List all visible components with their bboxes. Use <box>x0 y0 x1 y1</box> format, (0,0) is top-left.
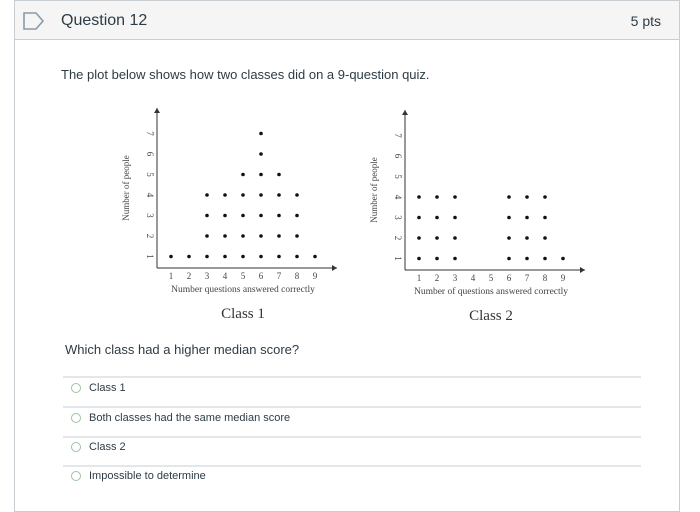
data-dot <box>223 255 227 259</box>
data-dot <box>259 173 263 177</box>
quiz-question-card <box>14 0 680 512</box>
data-dot <box>435 236 439 240</box>
y-tick-label: 1 <box>145 254 155 259</box>
data-dot <box>259 214 263 218</box>
y-tick-label: 7 <box>145 131 155 136</box>
answer-label: Both classes had the same median score <box>89 412 291 424</box>
x-tick-label: 4 <box>222 271 228 281</box>
data-dot <box>277 255 281 259</box>
data-dot <box>507 195 511 199</box>
y-tick-label: 4 <box>145 192 155 198</box>
data-dot <box>277 193 281 197</box>
data-dot <box>259 152 263 156</box>
data-dot <box>435 216 439 220</box>
answer-label: Class 1 <box>89 382 126 394</box>
data-dot <box>525 236 529 240</box>
data-dot <box>205 255 209 259</box>
data-dot <box>417 195 421 199</box>
data-dot <box>417 257 421 261</box>
chart-title: Class 1 <box>221 306 265 322</box>
data-dot <box>507 257 511 261</box>
x-axis-arrow <box>332 265 337 271</box>
data-dot <box>259 193 263 197</box>
answer-divider <box>63 436 641 438</box>
data-dot <box>417 216 421 220</box>
answer-option-same-median[interactable] <box>71 408 290 428</box>
bookmark-flag-icon <box>23 11 45 31</box>
data-dot <box>223 214 227 218</box>
data-dot <box>453 216 457 220</box>
x-tick-label: 6 <box>506 273 512 283</box>
radio-button[interactable] <box>71 471 81 481</box>
x-tick-label: 9 <box>560 273 566 283</box>
data-dot <box>313 255 317 259</box>
data-dot <box>295 214 299 218</box>
y-tick-label: 5 <box>145 172 155 177</box>
y-axis-label: Number of people <box>369 157 379 223</box>
data-dot <box>259 132 263 136</box>
data-dot <box>295 255 299 259</box>
dot-plots-figure <box>105 102 625 342</box>
x-tick-label: 6 <box>258 271 264 281</box>
x-tick-label: 2 <box>434 273 440 283</box>
y-axis-label: Number of people <box>121 155 131 221</box>
data-dot <box>187 255 191 259</box>
data-dot <box>417 236 421 240</box>
y-tick-label: 6 <box>393 153 403 159</box>
data-dot <box>561 257 565 261</box>
data-dot <box>169 255 173 259</box>
radio-button[interactable] <box>71 383 81 393</box>
x-tick-label: 8 <box>542 273 548 283</box>
data-dot <box>525 257 529 261</box>
data-dot <box>295 234 299 238</box>
y-tick-label: 3 <box>145 213 155 218</box>
question-prompt: The plot below shows how two classes did on a 9-question quiz. <box>61 67 430 82</box>
data-dot <box>435 195 439 199</box>
flag-question-button[interactable] <box>15 5 55 37</box>
data-dot <box>525 216 529 220</box>
answer-divider <box>63 376 641 378</box>
data-dot <box>543 216 547 220</box>
y-tick-label: 6 <box>145 151 155 157</box>
x-tick-label: 7 <box>276 271 282 281</box>
x-tick-label: 4 <box>470 273 476 283</box>
x-tick-label: 3 <box>452 273 458 283</box>
data-dot <box>241 214 245 218</box>
radio-button[interactable] <box>71 413 81 423</box>
x-tick-label: 5 <box>488 273 494 283</box>
data-dot <box>543 257 547 261</box>
data-dot <box>453 236 457 240</box>
data-dot <box>241 234 245 238</box>
y-tick-label: 5 <box>393 174 403 179</box>
data-dot <box>205 214 209 218</box>
data-dot <box>507 216 511 220</box>
x-tick-label: 2 <box>186 271 192 281</box>
y-tick-label: 4 <box>393 194 403 200</box>
data-dot <box>259 234 263 238</box>
data-dot <box>453 195 457 199</box>
chart-title: Class 2 <box>469 308 513 324</box>
data-dot <box>543 195 547 199</box>
x-axis-arrow <box>580 267 585 273</box>
question-header <box>15 0 679 40</box>
x-tick-label: 5 <box>240 271 246 281</box>
x-axis-label: Number of questions answered correctly <box>413 287 569 297</box>
data-dot <box>295 193 299 197</box>
data-dot <box>223 234 227 238</box>
data-dot <box>205 193 209 197</box>
data-dot <box>277 173 281 177</box>
data-dot <box>525 195 529 199</box>
y-tick-label: 7 <box>393 133 403 138</box>
y-tick-label: 2 <box>145 233 155 239</box>
answer-option-class-2[interactable] <box>71 437 126 457</box>
data-dot <box>277 234 281 238</box>
data-dot <box>241 193 245 197</box>
y-axis-arrow <box>402 110 408 115</box>
x-tick-label: 9 <box>312 271 318 281</box>
data-dot <box>241 173 245 177</box>
answer-option-class-1[interactable] <box>71 378 126 398</box>
x-tick-label: 7 <box>524 273 530 283</box>
data-dot <box>277 214 281 218</box>
data-dot <box>507 236 511 240</box>
data-dot <box>223 193 227 197</box>
y-tick-label: 3 <box>393 215 403 220</box>
data-dot <box>435 257 439 261</box>
x-axis-label: Number questions answered correctly <box>171 285 315 295</box>
y-tick-label: 1 <box>393 256 403 261</box>
x-tick-label: 1 <box>168 271 174 281</box>
answer-label: Class 2 <box>89 441 126 453</box>
data-dot <box>259 255 263 259</box>
question-ask: Which class had a higher median score? <box>65 342 300 357</box>
question-title: Question 12 <box>61 12 148 29</box>
data-dot <box>543 236 547 240</box>
data-dot <box>453 257 457 261</box>
data-dot <box>205 234 209 238</box>
y-axis-arrow <box>154 108 160 113</box>
answer-label: Impossible to determine <box>89 470 206 482</box>
y-tick-label: 2 <box>393 235 403 241</box>
data-dot <box>241 255 245 259</box>
x-tick-label: 3 <box>204 271 210 281</box>
question-points: 5 pts <box>630 13 661 29</box>
x-tick-label: 1 <box>416 273 422 283</box>
x-tick-label: 8 <box>294 271 300 281</box>
radio-button[interactable] <box>71 442 81 452</box>
answer-option-impossible[interactable] <box>71 466 206 486</box>
